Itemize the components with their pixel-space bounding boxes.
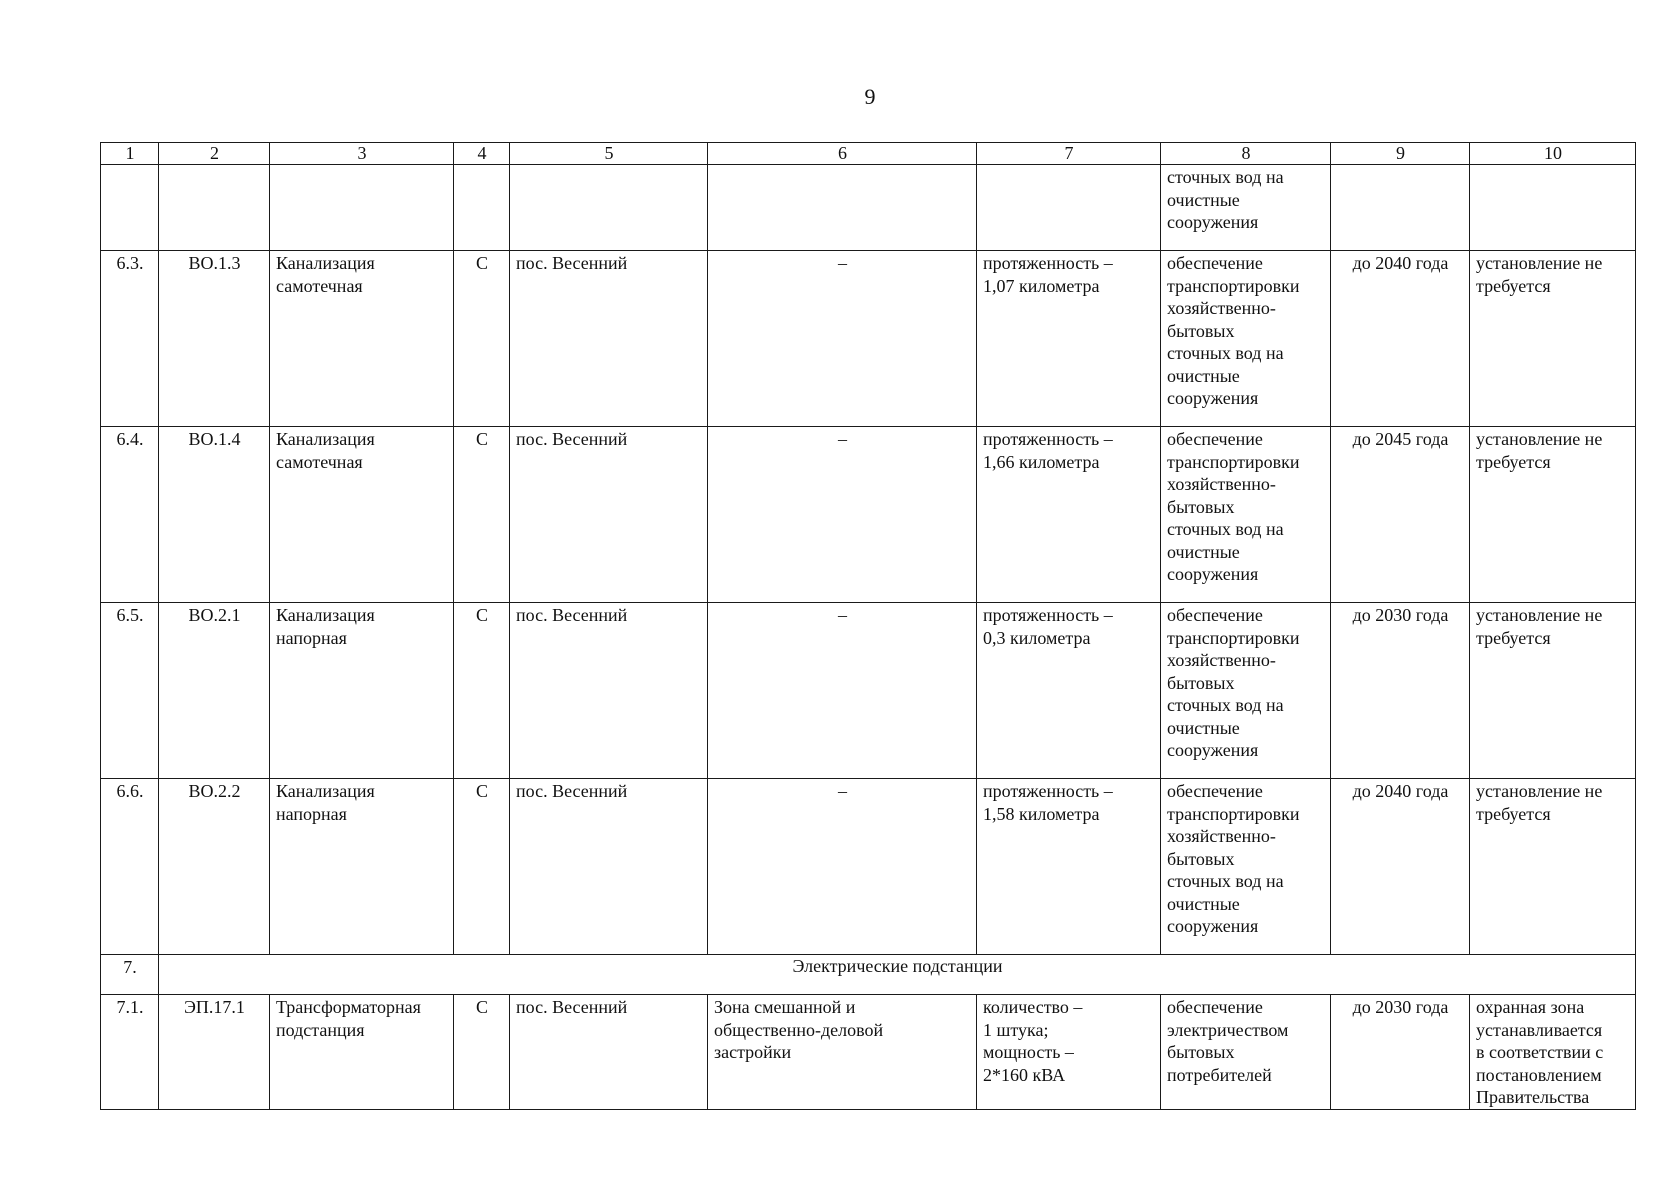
purpose-cell: обеспечение электричеством бытовых потребителей [1161,995,1331,1110]
status-cell: С [454,427,510,603]
restriction-cell: установление не требуется [1470,603,1636,779]
characteristics-cell: протяженность – 1,66 километра [977,427,1161,603]
row-number-cell: 6.5. [101,603,159,779]
purpose-cell: обеспечение транспортировки хозяйственно- бытовых сточных вод на очистные сооружения [1161,779,1331,955]
page-number: 9 [864,84,876,109]
purpose-cell: обеспечение транспортировки хозяйственно- бытовых сточных вод на очистные сооружения [1161,603,1331,779]
term-cell: до 2030 года [1331,995,1470,1110]
purpose-cell: обеспечение транспортировки хозяйственно- бытовых сточных вод на очистные сооружения [1161,251,1331,427]
table-cell [270,165,454,251]
table-header-row [101,143,1636,165]
location-cell: пос. Весенний [510,603,708,779]
purpose-cell: обеспечение транспортировки хозяйственно- бытовых сточных вод на очистные сооружения [1161,427,1331,603]
zone-cell: – [708,251,977,427]
table-row [101,779,1636,955]
restriction-cell: охранная зона устанавливается в соответствии с постановлением Правительства [1470,995,1636,1110]
document-table [100,142,1636,1110]
column-header: 9 [1331,143,1470,165]
row-number-cell: 7.1. [101,995,159,1110]
table-cell [159,165,270,251]
zone-cell: – [708,603,977,779]
code-cell: ВО.2.2 [159,779,270,955]
location-cell: пос. Весенний [510,251,708,427]
table-cell [101,165,159,251]
location-cell: пос. Весенний [510,427,708,603]
status-cell: С [454,995,510,1110]
column-header: 10 [1470,143,1636,165]
column-header: 1 [101,143,159,165]
characteristics-cell: количество – 1 штука; мощность – 2*160 кВА [977,995,1161,1110]
column-header: 2 [159,143,270,165]
status-cell: С [454,603,510,779]
name-cell: Канализация напорная [270,603,454,779]
table-cell [708,165,977,251]
table-cell [1331,165,1470,251]
characteristics-cell: протяженность – 0,3 километра [977,603,1161,779]
code-cell: ВО.2.1 [159,603,270,779]
column-header: 8 [1161,143,1331,165]
zone-cell: – [708,779,977,955]
code-cell: ВО.1.4 [159,427,270,603]
term-cell: до 2040 года [1331,779,1470,955]
row-number-cell: 6.3. [101,251,159,427]
table-cell [977,165,1161,251]
location-cell: пос. Весенний [510,779,708,955]
term-cell: до 2040 года [1331,251,1470,427]
column-header: 5 [510,143,708,165]
zone-cell: Зона смешанной и общественно-деловой застройки [708,995,977,1110]
status-cell: С [454,251,510,427]
restriction-cell: установление не требуется [1470,779,1636,955]
location-cell: пос. Весенний [510,995,708,1110]
characteristics-cell: протяженность – 1,07 километра [977,251,1161,427]
term-cell: до 2030 года [1331,603,1470,779]
term-cell: до 2045 года [1331,427,1470,603]
zone-cell: – [708,427,977,603]
table-row [101,603,1636,779]
table-row-continuation [101,165,1636,251]
section-number-cell: 7. [101,955,159,995]
row-number-cell: 6.4. [101,427,159,603]
column-header: 6 [708,143,977,165]
status-cell: С [454,779,510,955]
column-header: 7 [977,143,1161,165]
restriction-cell: установление не требуется [1470,251,1636,427]
purpose-cell: сточных вод на очистные сооружения [1161,165,1331,251]
characteristics-cell: протяженность – 1,58 километра [977,779,1161,955]
restriction-cell: установление не требуется [1470,427,1636,603]
column-header: 4 [454,143,510,165]
row-number-cell: 6.6. [101,779,159,955]
table-cell [454,165,510,251]
table-row [101,251,1636,427]
table-cell [1470,165,1636,251]
name-cell: Канализация самотечная [270,427,454,603]
name-cell: Канализация напорная [270,779,454,955]
code-cell: ЭП.17.1 [159,995,270,1110]
table-cell [510,165,708,251]
name-cell: Канализация самотечная [270,251,454,427]
table-row [101,995,1636,1110]
section-row [101,955,1636,995]
section-title: Электрические подстанции [159,955,1636,995]
name-cell: Трансформаторная подстанция [270,995,454,1110]
code-cell: ВО.1.3 [159,251,270,427]
table-row [101,427,1636,603]
column-header: 3 [270,143,454,165]
